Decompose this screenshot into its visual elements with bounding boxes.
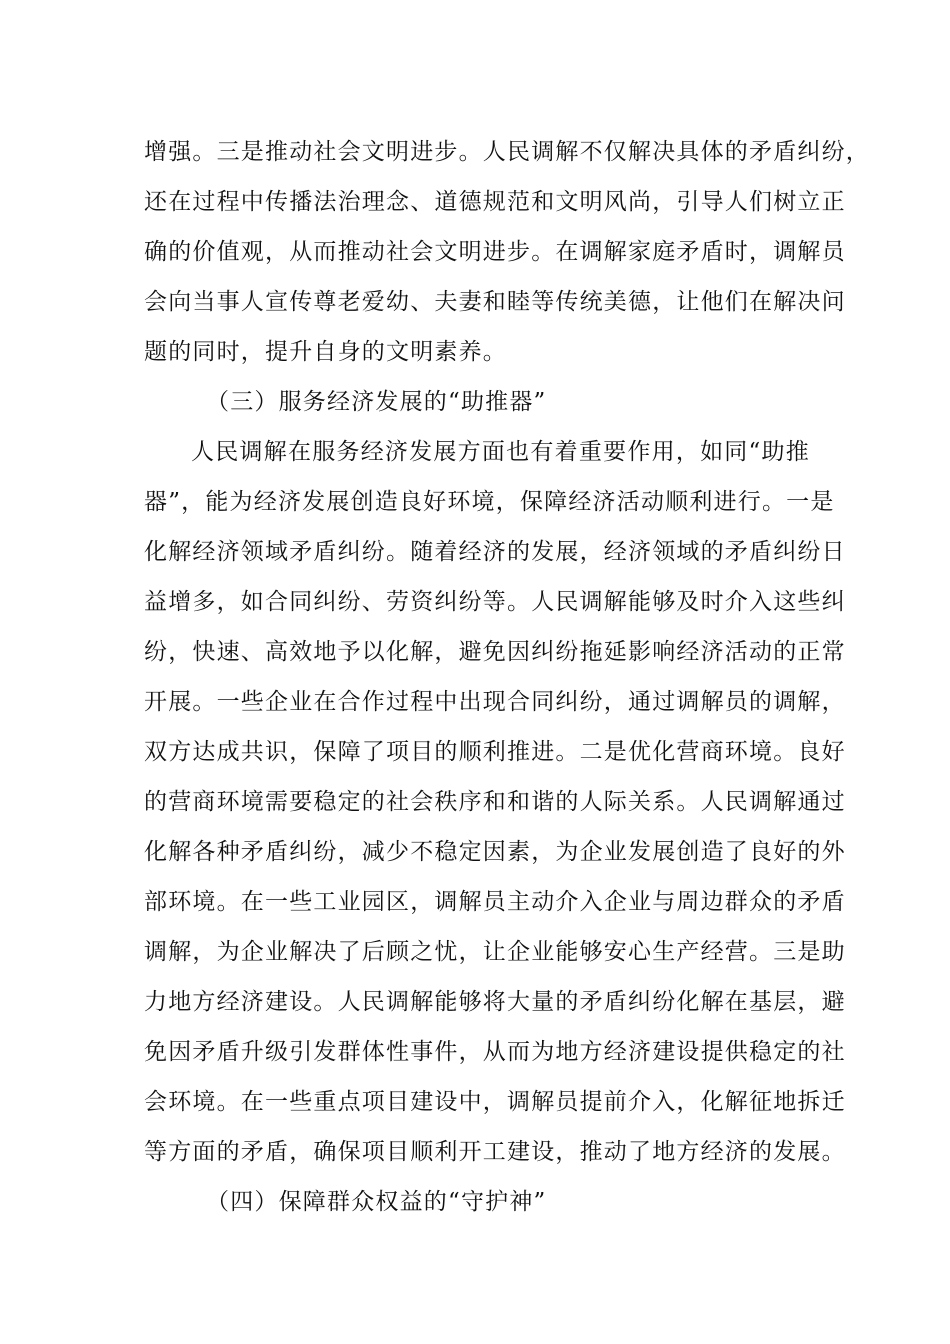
text-line: 益增多，如合同纠纷、劳资纠纷等。人民调解能够及时介入这些纠 (144, 589, 846, 615)
text-line: 人民调解在服务经济发展方面也有着重要作用，如同“助推 (191, 439, 810, 465)
text-line: 纷，快速、高效地予以化解，避免因纠纷拖延影响经济活动的正常 (144, 639, 846, 665)
text-line: 确的价值观，从而推动社会文明进步。在调解家庭矛盾时，调解员 (144, 239, 846, 265)
text-line: 会向当事人宣传尊老爱幼、夫妻和睦等传统美德，让他们在解决问 (144, 289, 846, 315)
text-line: 增强。三是推动社会文明进步。人民调解不仅解决具体的矛盾纠纷， (144, 139, 870, 165)
text-line: 力地方经济建设。人民调解能够将大量的矛盾纠纷化解在基层，避 (144, 989, 846, 1015)
text-line: 等方面的矛盾，确保项目顺利开工建设，推动了地方经济的发展。 (144, 1139, 846, 1165)
text-line: 免因矛盾升级引发群体性事件，从而为地方经济建设提供稳定的社 (144, 1039, 846, 1065)
text-line: 调解，为企业解决了后顾之忧，让企业能够安心生产经营。三是助 (144, 939, 846, 965)
text-line: 会环境。在一些重点项目建设中，调解员提前介入，化解征地拆迁 (144, 1089, 846, 1115)
text-line: 部环境。在一些工业园区，调解员主动介入企业与周边群众的矛盾 (144, 889, 846, 915)
text-line: 题的同时，提升自身的文明素养。 (144, 339, 507, 365)
text-line: 还在过程中传播法治理念、道德规范和文明风尚，引导人们树立正 (144, 189, 846, 215)
document-body (144, 127, 870, 1227)
text-line: 开展。一些企业在合作过程中出现合同纠纷，通过调解员的调解， (144, 689, 846, 715)
text-line: 的营商环境需要稳定的社会秩序和和谐的人际关系。人民调解通过 (144, 789, 846, 815)
paragraph-social-progress (144, 127, 870, 377)
section-heading-4: （四）保障群众权益的“守护神” (206, 1189, 547, 1215)
text-line: 化解经济领域矛盾纠纷。随着经济的发展，经济领域的矛盾纠纷日 (144, 539, 846, 565)
section-heading-3: （三）服务经济发展的“助推器” (206, 389, 547, 415)
paragraph-economic-development (144, 427, 846, 1177)
text-line: 双方达成共识，保障了项目的顺利推进。二是优化营商环境。良好 (144, 739, 846, 765)
text-line: 器”，能为经济发展创造良好环境，保障经济活动顺利进行。一是 (144, 489, 835, 515)
text-line: 化解各种矛盾纠纷，减少不稳定因素，为企业发展创造了良好的外 (144, 839, 846, 865)
